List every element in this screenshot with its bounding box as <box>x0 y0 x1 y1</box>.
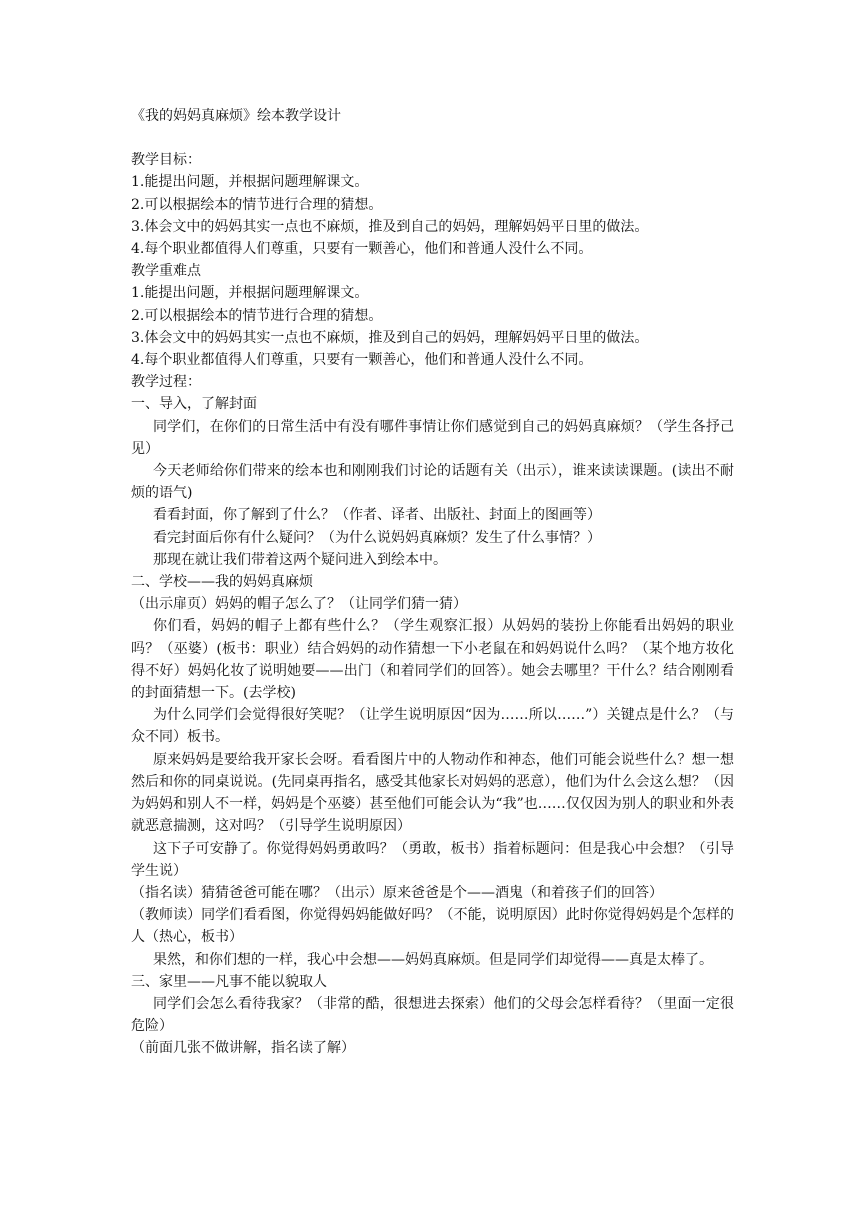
key-point-item: 3.体会文中的妈妈其实一点也不麻烦，推及到自己的妈妈，理解妈妈平日里的做法。 <box>131 329 649 346</box>
paragraph: （前面几张不做讲解，指名读了解） <box>131 1040 355 1057</box>
key-point-item: 1.能提出问题，并根据问题理解课文。 <box>131 285 369 302</box>
paragraph: （教师读）同学们看看图，你觉得妈妈能做好吗？（不能，说明原因）此时你觉得妈妈是个怎样的人（热心，板书） <box>131 907 734 946</box>
process-heading: 教学过程： <box>131 374 201 391</box>
paragraph: 同学们会怎么看待我家？（非常的酷，很想进去探索）他们的父母会怎样看待？（里面一定很危险） <box>131 995 734 1035</box>
goal-item: 1.能提出问题，并根据问题理解课文。 <box>131 174 369 191</box>
section-heading: 一、导入，了解封面 <box>131 396 257 413</box>
goal-item: 3.体会文中的妈妈其实一点也不麻烦，推及到自己的妈妈，理解妈妈平日里的做法。 <box>131 218 649 235</box>
goal-item: 4.每个职业都值得人们尊重，只要有一颗善心，他们和普通人没什么不同。 <box>131 241 593 258</box>
paragraph: （指名读）猜猜爸爸可能在哪？（出示）原来爸爸是个——酒鬼（和着孩子们的回答） <box>131 884 663 901</box>
paragraph: 看完封面后你有什么疑问？（为什么说妈妈真麻烦？发生了什么事情？） <box>153 529 601 546</box>
paragraph: 原来妈妈是要给我开家长会呀。看看图片中的人物动作和神态，他们可能会说些什么？想一想然后和你的同桌说说。(先同桌再指名，感受其他家长对妈妈的恶意），他们为什么会这么想？（因为妈妈和别人不一样，妈妈是个巫婆）甚至他们可能会认为“我”也……仅仅因为别人的职业和外表就恶意揣测，这对吗？（引导学生说明原因） <box>131 751 734 835</box>
paragraph: 同学们，在你们的日常生活中有没有哪件事情让你们感觉到自己的妈妈真麻烦？（学生各抒己见） <box>131 418 734 457</box>
key-point-item: 4.每个职业都值得人们尊重，只要有一颗善心，他们和普通人没什么不同。 <box>131 352 593 369</box>
key-point-item: 2.可以根据绘本的情节进行合理的猜想。 <box>131 307 383 324</box>
paragraph: 为什么同学们会觉得很好笑呢？（让学生说明原因“因为……所以……”）关键点是什么？（与众不同）板书。 <box>131 707 734 746</box>
paragraph: 你们看，妈妈的帽子上都有些什么？（学生观察汇报）从妈妈的装扮上你能看出妈妈的职业吗？（巫婆）(板书：职业）结合妈妈的动作猜想一下小老鼠在和妈妈说什么吗？（某个地方妆化得不好）妈妈化妆了说明她要——出门（和着同学们的回答）。她会去哪里？干什么？结合刚刚看的封面猜想一下。(去学校) <box>131 618 734 702</box>
key-points-heading: 教学重难点 <box>131 263 201 280</box>
section-heading: 二、学校——我的妈妈真麻烦 <box>131 574 313 591</box>
paragraph: 看看封面，你了解到了什么？（作者、译者、出版社、封面上的图画等） <box>153 507 601 524</box>
paragraph: 果然，和你们想的一样，我心中会想——妈妈真麻烦。但是同学们却觉得——真是太棒了。 <box>153 951 713 968</box>
goal-item: 2.可以根据绘本的情节进行合理的猜想。 <box>131 196 383 213</box>
paragraph: 这下子可安静了。你觉得妈妈勇敢吗？（勇敢，板书）指着标题问：但是我心中会想？（引导学生说） <box>131 840 734 879</box>
blank-line <box>131 127 734 149</box>
paragraph: 今天老师给你们带来的绘本也和刚刚我们讨论的话题有关（出示），谁来读读课题。(读出不耐烦的语气) <box>131 463 734 502</box>
goals-heading: 教学目标： <box>131 152 201 169</box>
paragraph: 那现在就让我们带着这两个疑问进入到绘本中。 <box>153 551 447 568</box>
document-title: 《我的妈妈真麻烦》绘本教学设计 <box>131 108 341 124</box>
paragraph: （出示扉页）妈妈的帽子怎么了？（让同学们猜一猜） <box>131 596 467 613</box>
document-body <box>131 105 734 1060</box>
section-heading: 三、家里——凡事不能以貌取人 <box>131 973 327 990</box>
